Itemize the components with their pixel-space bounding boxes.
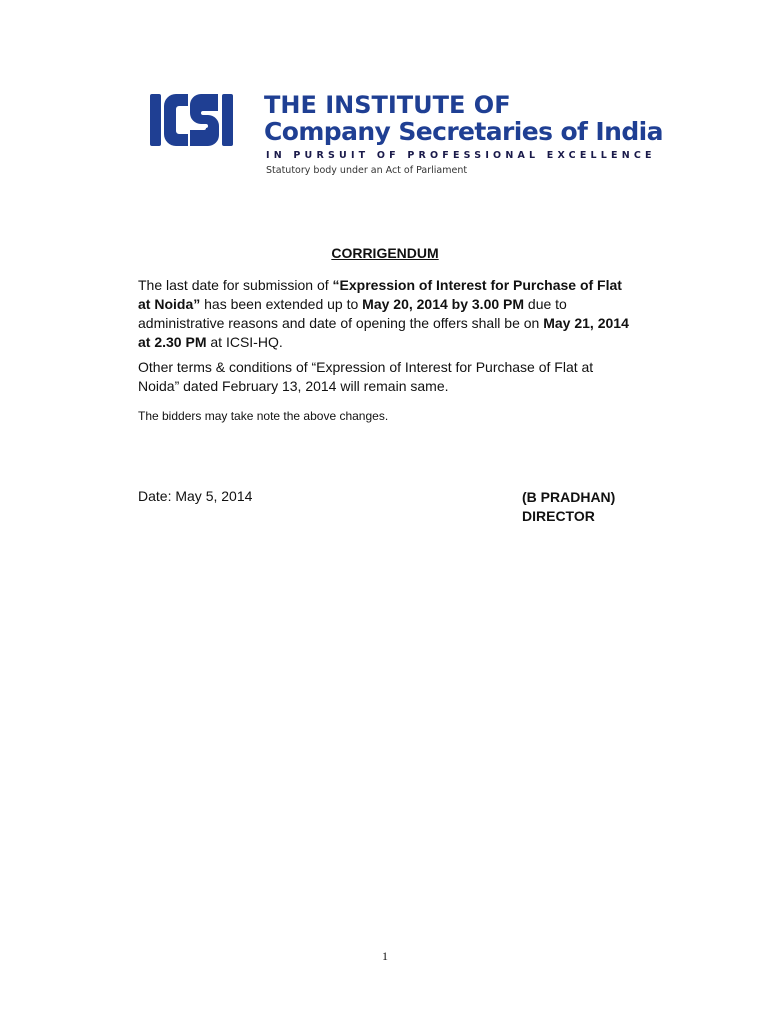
org-title: THE INSTITUTE OF — [264, 91, 511, 119]
icsi-logo — [150, 92, 240, 150]
paragraph-other-terms: Other terms & conditions of “Expression of Interest for Purchase of Flat at Noida” dated February 13, 2014 will remain same. — [138, 359, 594, 394]
org-name: Company Secretaries of India — [264, 117, 663, 146]
para1-text-3: due to administrative reasons and date of opening the offers shall be on — [138, 296, 567, 331]
para1-deadline: May 20, 2014 by 3.00 PM — [362, 296, 525, 312]
para1-opening-date: May 21, 2014 at 2.30 PM — [138, 315, 629, 350]
para1-eoi-title: “Expression of Interest for Purchase of Flat at Noida” — [138, 277, 622, 312]
para1-text-1: The last date for submission of — [138, 277, 333, 293]
signatory-name: (B PRADHAN) — [522, 489, 616, 505]
paragraph-bidders-note: The bidders may take note the above changes. — [138, 409, 389, 423]
document-heading — [0, 245, 770, 263]
paragraph-extension-notice — [138, 276, 638, 352]
document-date: Date: May 5, 2014 — [138, 488, 253, 504]
para1-text-2: has been extended up to — [200, 296, 363, 312]
page-number: 1 — [382, 949, 388, 963]
statutory-line: Statutory body under an Act of Parliament — [266, 165, 468, 176]
letterhead — [150, 91, 663, 182]
para1-text-4: at ICSI-HQ. — [206, 334, 283, 350]
org-tagline: IN PURSUIT OF PROFESSIONAL EXCELLENCE — [266, 150, 656, 161]
signatory-block — [522, 488, 615, 526]
signatory-title: DIRECTOR — [522, 508, 595, 524]
heading-text: CORRIGENDUM — [331, 245, 439, 261]
